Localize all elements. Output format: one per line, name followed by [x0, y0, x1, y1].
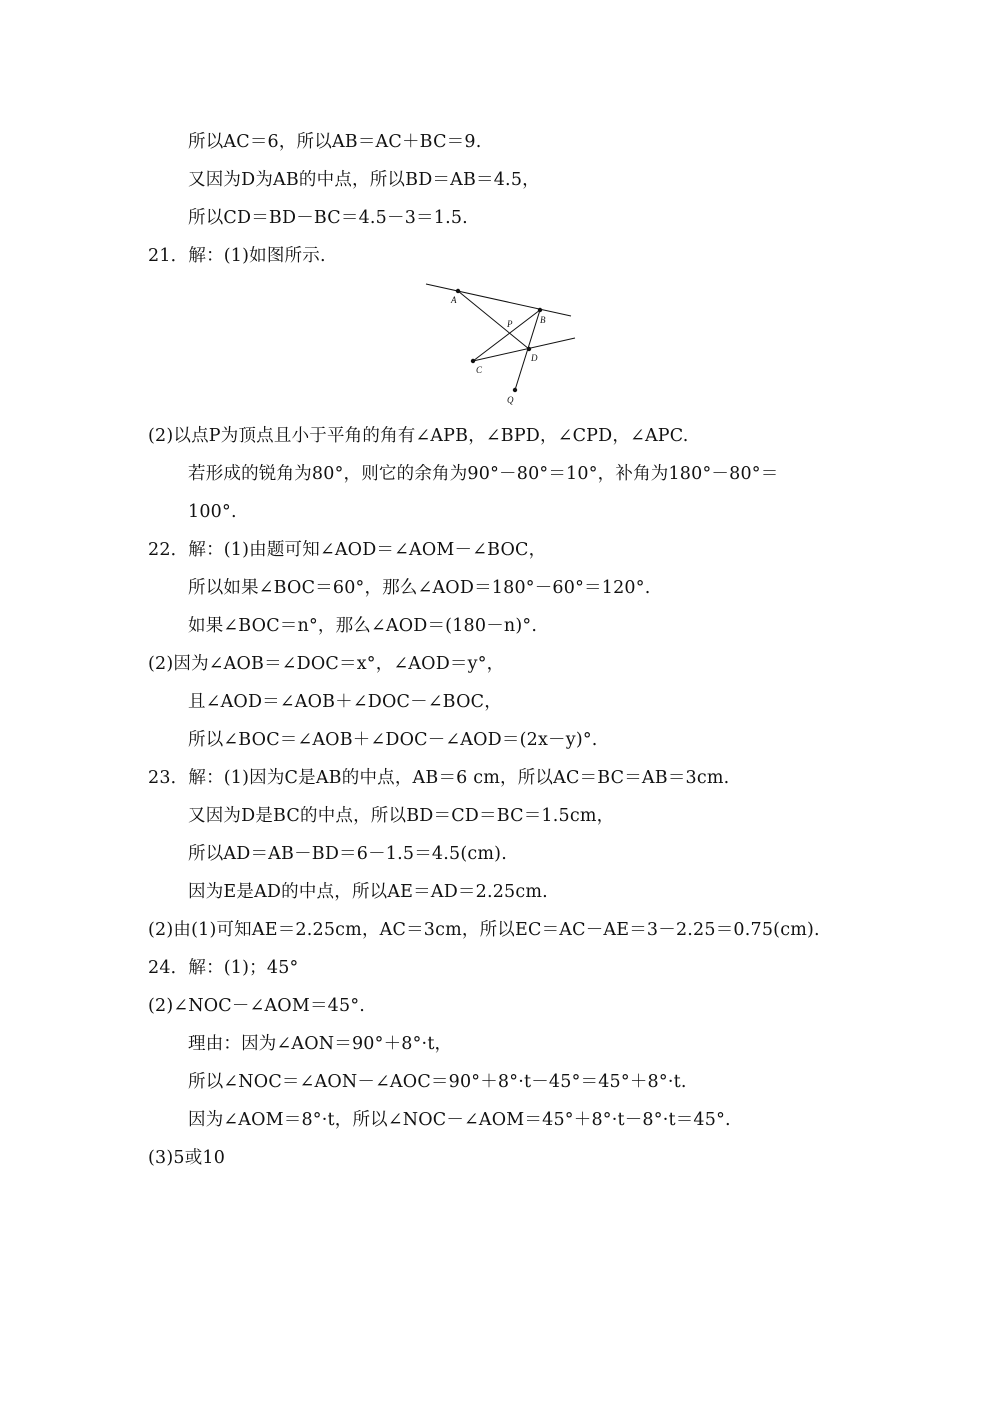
text-line-5: (2)以点P为顶点且小于平角的角有∠APB，∠BPD，∠CPD，∠APC. [148, 426, 689, 446]
text-line-12: 且∠AOD＝∠AOB＋∠DOC－∠BOC， [188, 692, 502, 712]
text-line-3: 所以CD＝BD－BC＝4.5－3＝1.5. [188, 208, 468, 228]
text-line-18: (2)由(1)可知AE＝2.25cm，AC＝3cm，所以EC＝AC－AE＝3－2.25＝0.75(cm). [148, 920, 820, 940]
text-line-9: 所以如果∠BOC＝60°，那么∠AOD＝180°－60°＝120°. [188, 578, 651, 598]
text-line-15: 又因为D是BC的中点，所以BD＝CD＝BC＝1.5cm， [188, 806, 615, 826]
point-c [471, 359, 475, 363]
label-a: A [451, 295, 457, 305]
point-b [538, 308, 542, 312]
label-b: B [540, 315, 546, 325]
text-line-10: 如果∠BOC＝n°，那么∠AOD＝(180－n)°. [188, 616, 538, 636]
line-ab [426, 284, 571, 316]
point-a [456, 289, 460, 293]
text-line-23: 因为∠AOM＝8°·t，所以∠NOC－∠AOM＝45°＋8°·t－8°·t＝45°. [188, 1110, 731, 1130]
point-q [513, 388, 517, 392]
text-line-2: 又因为D为AB的中点，所以BD＝AB＝4.5， [188, 170, 540, 190]
text-line-6: 若形成的锐角为80°，则它的余角为90°－80°＝10°，补角为180°－80°＝ [188, 464, 779, 484]
segment-ad [458, 291, 529, 349]
text-line-22: 所以∠NOC＝∠AON－∠AOC＝90°＋8°·t－45°＝45°＋8°·t. [188, 1072, 687, 1092]
text-line-13: 所以∠BOC＝∠AOB＋∠DOC－∠AOD＝(2x－y)°. [188, 730, 598, 750]
label-d: D [531, 353, 538, 363]
text-line-21: 理由：因为∠AON＝90°＋8°·t， [188, 1034, 453, 1054]
label-q: Q [507, 395, 514, 405]
label-c: C [476, 365, 483, 375]
label-p: P [507, 319, 513, 329]
point-d [527, 347, 531, 351]
text-line-1: 所以AC＝6，所以AB＝AC＋BC＝9. [188, 132, 482, 152]
text-line-7: 100°. [188, 502, 237, 522]
problem-21-heading: 21．解：(1)如图所示. [148, 246, 326, 266]
geometry-figure [418, 278, 583, 408]
text-line-20: (2)∠NOC－∠AOM＝45°. [148, 996, 366, 1016]
text-line-16: 所以AD＝AB－BD＝6－1.5＝4.5(cm). [188, 844, 507, 864]
problem-23-heading: 23．解：(1)因为C是AB的中点，AB＝6 cm，所以AC＝BC＝AB＝3cm. [148, 768, 730, 788]
problem-22-heading: 22．解：(1)由题可知∠AOD＝∠AOM－∠BOC， [148, 540, 547, 560]
text-line-24: (3)5或10 [148, 1148, 226, 1168]
text-line-11: (2)因为∠AOB＝∠DOC＝x°，∠AOD＝y°， [148, 654, 505, 674]
text-line-17: 因为E是AD的中点，所以AE＝AD＝2.25cm. [188, 882, 548, 902]
problem-24-heading: 24．解：(1)；45° [148, 958, 299, 978]
